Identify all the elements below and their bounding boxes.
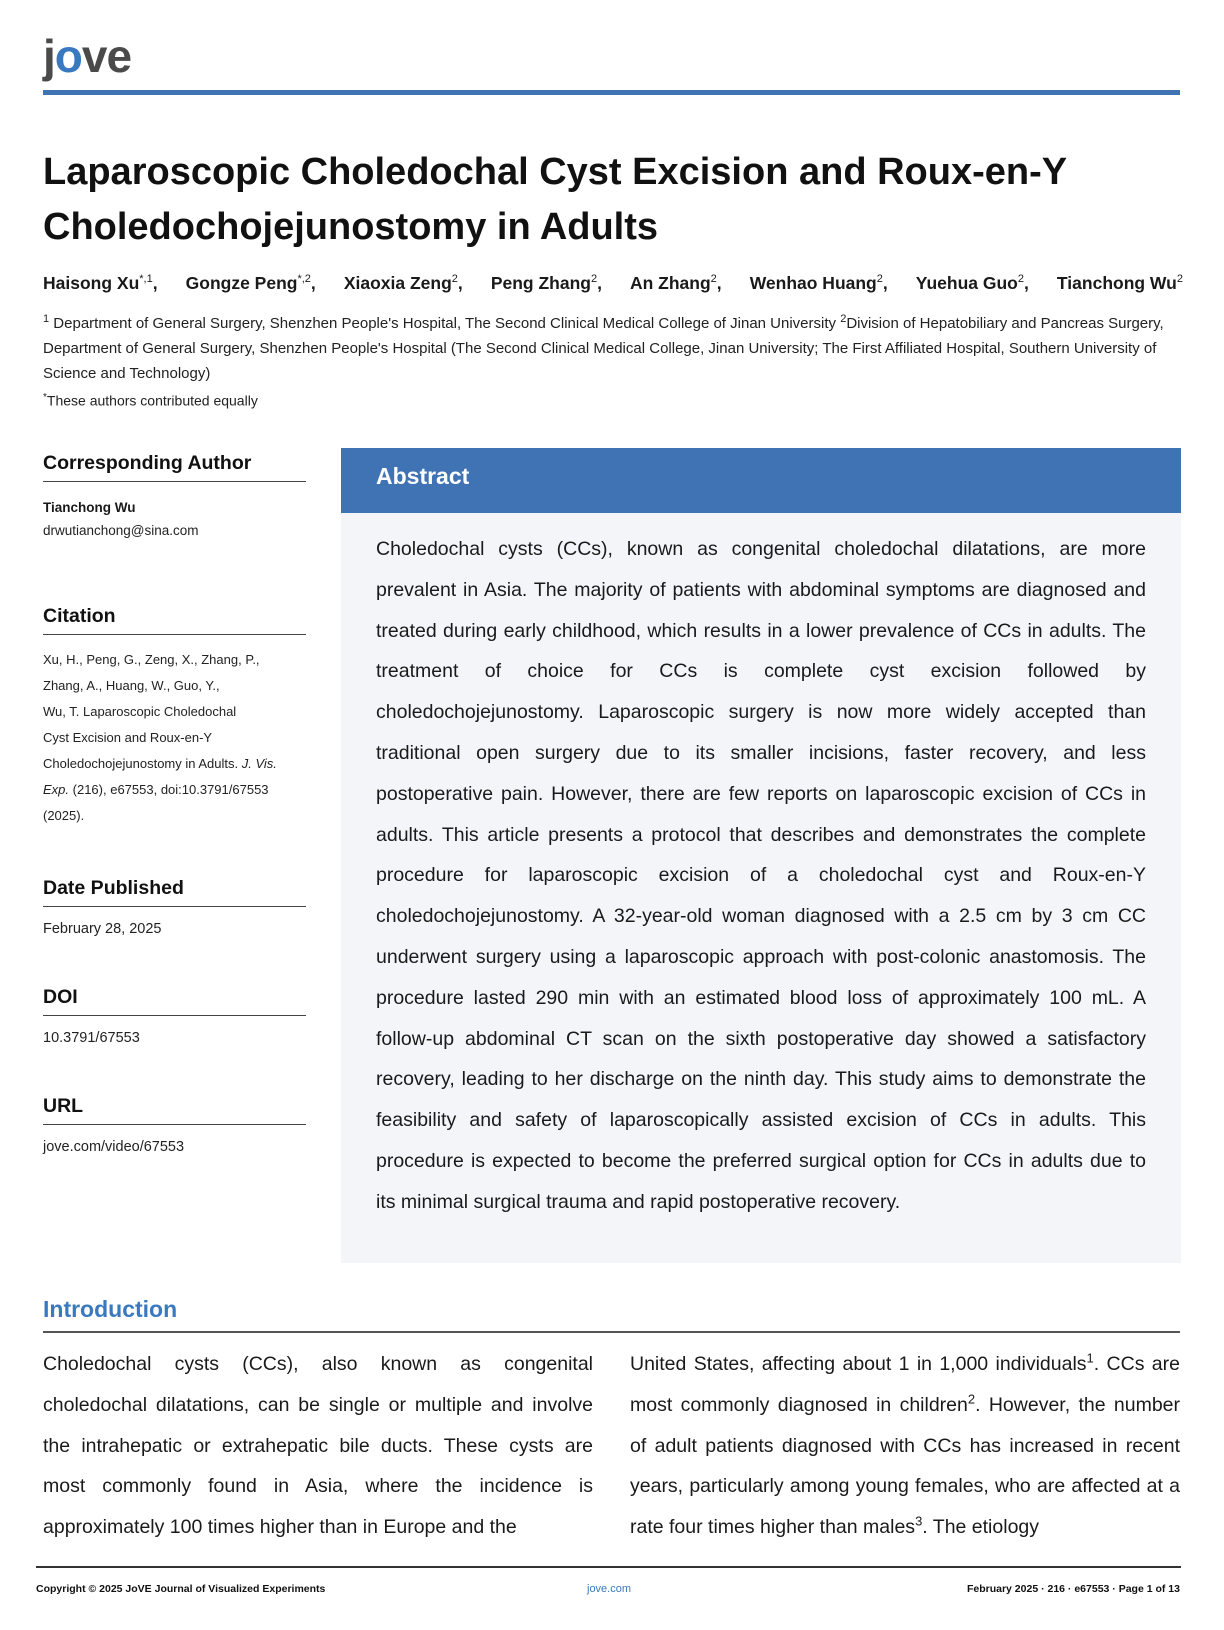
abstract-heading: Abstract (376, 463, 470, 489)
reference-link[interactable]: 1 (1086, 1350, 1094, 1366)
author: Gongze Peng$^{*,2}$, (185, 272, 316, 293)
footer-copyright: Copyright © 2025 JoVE Journal of Visualized Experiments (36, 1583, 326, 1595)
introduction-heading: Introduction (43, 1296, 178, 1322)
url-heading: URL (43, 1095, 306, 1125)
reference-link[interactable]: 2 (967, 1391, 976, 1407)
corresponding-author-section (43, 452, 306, 538)
equal-contribution-note: *These authors contributed equally (43, 392, 258, 409)
affiliations: $^1$ Department of General Surgery, Shenzhen People's Hospital, The Second Clinical Medical College of Jinan University $^2$Division of Hepatobiliary and Pancreas Surgery, Department of General Surgery, Shenzhen People's Hospital (The Second Clinical Medical College, Jinan University; The First Affiliated Hospital, Southern University of Science and Technology) (43, 313, 1164, 382)
doi-value[interactable]: 10.3791/67553 (43, 1030, 140, 1046)
date-published-section (43, 877, 306, 937)
abstract-text: Choledochal cysts (CCs), known as congenital choledochal dilatations, are more prevalent in Asia. The majority of patients with abdominal symptoms are diagnosed and treated during early childhood, which results in a lower prevalence of CCs in adults. The treatment of choice for CCs is complete cyst excision followed by choledochojejunostomy. Laparoscopic surgery is now more widely accepted than traditional open surgery due to its smaller incisions, faster recovery, and less postoperative pain. However, there are few reports on laparoscopic excision of CCs in adults. This article presents a protocol that describes and demonstrates the complete procedure for laparoscopic excision of a choledochal cyst and Roux-en-Y choledochojejunostomy. A 32-year-old woman diagnosed with a 2.5 cm by 3 cm CC underwent surgery using a laparoscopic approach with post-colonic anastomosis. The procedure lasted 290 min with an estimated blood loss of approximately 100 mL. A follow-up abdominal CT scan on the sixth postoperative day showed a satisfactory recovery, leading to her discharge on the ninth day. This study aims to demonstrate the feasibility and safety of laparoscopically assisted excision of CCs in adults. This procedure is expected to become the preferred surgical option for CCs in adults due to its minimal surgical trauma and rapid postoperative recovery. (376, 538, 1146, 1213)
url-value[interactable]: jove.com/video/67553 (43, 1139, 185, 1155)
footer-issue-info: February 2025 · 216 · e67553 · Page 1 of 13 (966, 1583, 1180, 1595)
corresponding-author-email[interactable]: drwutianchong@sina.com (43, 523, 199, 538)
author: Yuehua Guo$^2$, (915, 272, 1029, 293)
author: Xiaoxia Zeng$^2$, (343, 272, 463, 293)
reference-link[interactable]: 3 (915, 1513, 923, 1529)
url-section (43, 1095, 306, 1155)
date-published-heading: Date Published (43, 877, 306, 907)
header-rule (43, 90, 1180, 95)
introduction-column-1: Choledochal cysts (CCs), also known as congenital choledochal dilatations, can be single or multiple and involve the intrahepatic or extrahepatic bile ducts. These cysts are most commonly found in Asia, where the incidence is approximately 100 times higher than in Europe and the (43, 1353, 593, 1539)
introduction-column-2: United States, affecting about 1 in 1,000 individuals$^1$. CCs are most commonly diagnosed in children$^2$. However, the number of adult patients diagnosed with CCs has increased in recent years, particularly among young females, who are affected at a rate four times higher than males$^3$. The etiology (630, 1350, 1181, 1539)
author: Tianchong Wu$^2$ (1056, 272, 1183, 293)
footer-rule (36, 1566, 1181, 1568)
logo-ve: ve (81, 30, 132, 82)
author: An Zhang$^2$, (629, 272, 722, 293)
corresponding-author-heading: Corresponding Author (43, 452, 306, 482)
author: Haisong $Xu^{*,1}$, (43, 272, 158, 293)
citation-text: Xu, H., Peng, G., Zeng, X., Zhang, P., Zhang, A., Huang, W., Guo, Y., Wu, T. Laparoscopic Choledochal Cyst Excision and Roux-en-Y Choledochojejunostomy in Adults. J. Vis. Exp. (216), e67553, doi:10.3791/67553 (2025). (43, 652, 277, 823)
article-title: Laparoscopic Choledochal Cyst Excision and Roux-en-Y Choledochojejunostomy in Adults (43, 151, 1067, 248)
doi-section (43, 986, 306, 1046)
doi-heading: DOI (43, 986, 306, 1016)
logo-j: j (43, 30, 55, 82)
author: Wenhao Huang$^2$, (749, 272, 888, 293)
jove-logo[interactable] (43, 28, 131, 84)
footer-site-link[interactable]: jove.com (587, 1583, 632, 1595)
introduction-rule (43, 1331, 1180, 1333)
author: Peng Zhang$^2$, (490, 272, 602, 293)
citation-section (43, 605, 306, 829)
logo-o: o (54, 30, 82, 82)
citation-heading: Citation (43, 605, 306, 635)
date-published-value: February 28, 2025 (43, 921, 162, 937)
corresponding-author-name: Tianchong Wu (43, 500, 136, 515)
author-list (43, 266, 1183, 296)
